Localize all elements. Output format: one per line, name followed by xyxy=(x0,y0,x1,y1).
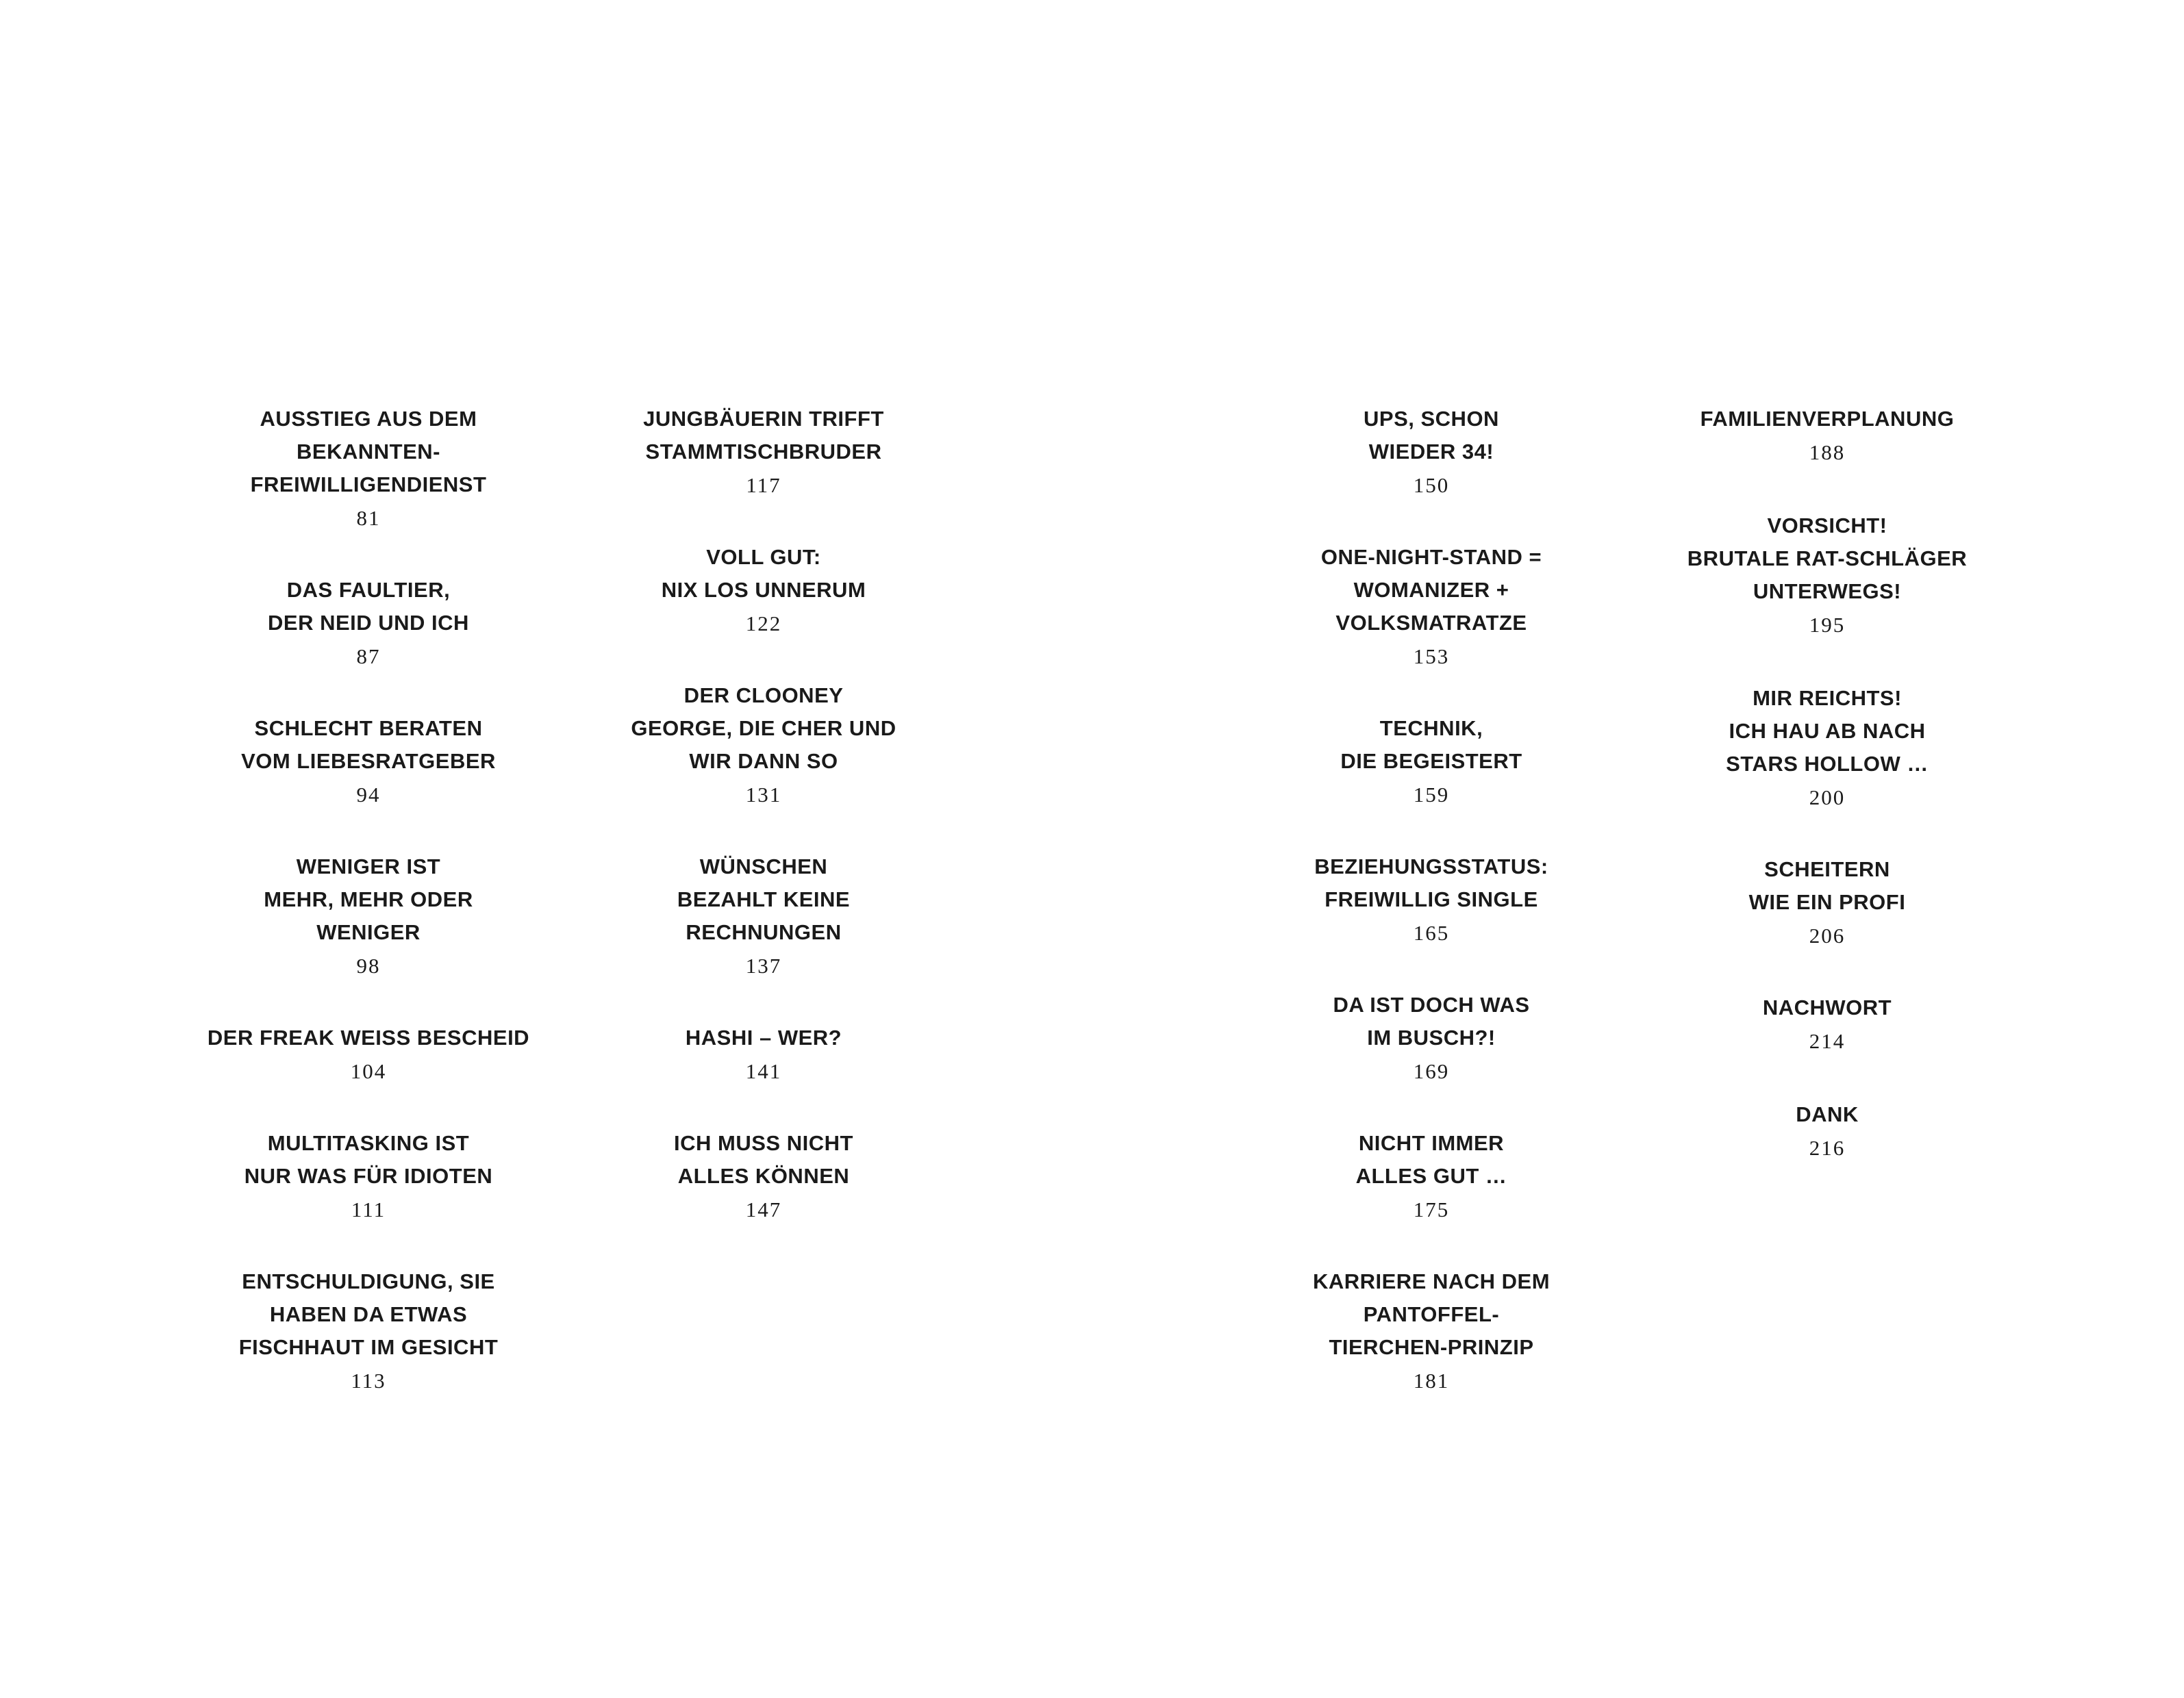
toc-entry-title-line: WIEDER 34! xyxy=(1368,440,1494,464)
toc-entry-title xyxy=(586,850,942,949)
toc-entry xyxy=(1649,853,2005,953)
toc-entry-title-line: SCHLECHT BERATEN xyxy=(254,716,483,740)
toc-entry-page-number: 94 xyxy=(356,783,381,807)
toc-entry-title-line: MIR REICHTS! xyxy=(1753,686,1902,710)
toc-entry-title-line: WENIGER xyxy=(316,920,421,944)
toc-entry-title xyxy=(1253,1127,1609,1193)
toc-entry-title-line: HASHI – WER? xyxy=(685,1026,842,1050)
toc-entry-page-number: 206 xyxy=(1809,924,1846,948)
toc-entry-title xyxy=(1649,682,2005,781)
toc-entry-title-line: MULTITASKING IST xyxy=(267,1131,470,1155)
toc-entry-title-line: FREIWILLIGENDIENST xyxy=(250,472,487,496)
toc-entry xyxy=(190,850,547,983)
toc-entry xyxy=(190,1022,547,1089)
toc-entry-page-number: 200 xyxy=(1809,785,1846,809)
toc-entry-page-number: 117 xyxy=(746,473,781,497)
toc-entry-page-number: 169 xyxy=(1413,1059,1450,1083)
toc-entry-title-line: IM BUSCH?! xyxy=(1367,1026,1496,1050)
toc-entry-title-line: FISCHHAUT IM GESICHT xyxy=(238,1335,499,1359)
toc-entry-title-line: WENIGER IST xyxy=(296,854,441,878)
toc-entry-title-line: MEHR, MEHR ODER xyxy=(264,887,473,911)
toc-entry-title xyxy=(1253,541,1609,639)
toc-entry xyxy=(190,712,547,812)
toc-entry-title xyxy=(190,574,547,639)
toc-entry-title-line: STARS HOLLOW … xyxy=(1726,752,1929,776)
toc-entry xyxy=(1253,1127,1609,1227)
toc-entry-page-number: 159 xyxy=(1413,783,1450,807)
toc-entry-title xyxy=(1253,712,1609,778)
toc-entry-page-number: 113 xyxy=(351,1369,386,1393)
toc-entry xyxy=(1253,850,1609,950)
toc-entry-title-line: DANK xyxy=(1796,1102,1859,1126)
toc-entry-title xyxy=(586,1022,942,1054)
toc-entry-title-line: WOMANIZER + xyxy=(1353,578,1509,602)
toc-entry-page-number: 81 xyxy=(356,506,381,530)
toc-entry-title xyxy=(1649,853,2005,919)
toc-entry-title-line: WÜNSCHEN xyxy=(699,854,828,878)
toc-entry-title xyxy=(1649,1098,2005,1131)
toc-entry-title-line: HABEN DA ETWAS xyxy=(269,1302,468,1326)
toc-entry xyxy=(586,850,942,983)
toc-entry xyxy=(586,1022,942,1089)
toc-entry-title xyxy=(586,1127,942,1193)
toc-entry-title-line: ONE-NIGHT-STAND = xyxy=(1320,545,1542,569)
toc-column-2 xyxy=(586,403,942,1227)
toc-entry xyxy=(586,679,942,812)
toc-entry-page-number: 216 xyxy=(1809,1136,1846,1160)
toc-entry-title-line: VOM LIEBESRATGEBER xyxy=(241,749,496,773)
toc-entry-page-number: 131 xyxy=(745,783,782,807)
toc-entry xyxy=(1253,712,1609,812)
toc-entry-title-line: ALLES GUT … xyxy=(1355,1164,1507,1188)
toc-entry-title xyxy=(190,1265,547,1364)
toc-entry-page-number: 153 xyxy=(1413,644,1450,668)
toc-entry-title-line: NACHWORT xyxy=(1762,996,1892,1019)
toc-entry-title-line: DER NEID UND ICH xyxy=(268,611,469,635)
toc-entry-title-line: BEKANNTEN- xyxy=(297,440,440,464)
toc-entry xyxy=(1253,541,1609,674)
toc-column-1 xyxy=(190,403,547,1398)
toc-entry-title-line: VOLL GUT: xyxy=(706,545,821,569)
toc-entry xyxy=(1649,682,2005,815)
toc-entry-title-line: ALLES KÖNNEN xyxy=(677,1164,850,1188)
toc-entry xyxy=(586,1127,942,1227)
toc-entry-page-number: 137 xyxy=(745,954,782,978)
toc-entry-title-line: UNTERWEGS! xyxy=(1753,579,1902,603)
toc-entry xyxy=(586,541,942,641)
toc-entry-title-line: FAMILIENVERPLANUNG xyxy=(1700,407,1955,431)
toc-entry-title-line: BEZAHLT KEINE xyxy=(677,887,851,911)
toc-entry-page-number: 150 xyxy=(1413,473,1450,497)
toc-entry-title-line: KARRIERE NACH DEM xyxy=(1312,1269,1551,1293)
toc-entry-title-line: ENTSCHULDIGUNG, SIE xyxy=(242,1269,495,1293)
toc-entry-title xyxy=(586,541,942,607)
toc-entry-page-number: 214 xyxy=(1809,1029,1846,1053)
toc-entry-title xyxy=(190,403,547,501)
toc-entry xyxy=(1253,403,1609,503)
toc-entry-page-number: 165 xyxy=(1413,921,1450,945)
toc-entry-title xyxy=(1253,989,1609,1054)
toc-entry-title-line: PANTOFFEL- xyxy=(1363,1302,1500,1326)
toc-entry xyxy=(1649,1098,2005,1165)
toc-entry xyxy=(190,1127,547,1227)
toc-entry xyxy=(1649,991,2005,1059)
toc-column-3 xyxy=(1253,403,1609,1398)
toc-entry xyxy=(1649,403,2005,470)
toc-entry-page-number: 98 xyxy=(356,954,381,978)
toc-entry-title-line: JUNGBÄUERIN TRIFFT xyxy=(643,407,884,431)
toc-entry-title xyxy=(586,403,942,468)
toc-entry-title-line: TECHNIK, xyxy=(1379,716,1483,740)
toc-entry xyxy=(190,403,547,535)
toc-entry-title-line: SCHEITERN xyxy=(1764,857,1890,881)
toc-entry-title-line: FREIWILLIG SINGLE xyxy=(1325,887,1538,911)
toc-entry-title xyxy=(190,712,547,778)
toc-entry xyxy=(586,403,942,503)
toc-entry-title xyxy=(1253,403,1609,468)
toc-entry-title xyxy=(586,679,942,778)
toc-entry-title xyxy=(1649,403,2005,435)
toc-entry-title-line: VORSICHT! xyxy=(1767,514,1887,537)
toc-entry xyxy=(1253,1265,1609,1398)
toc-entry-page-number: 147 xyxy=(745,1198,782,1221)
toc-entry xyxy=(1649,509,2005,642)
toc-entry-title-line: WIR DANN SO xyxy=(689,749,838,773)
toc-entry-title xyxy=(1253,1265,1609,1364)
toc-entry-page-number: 87 xyxy=(356,644,381,668)
toc-entry xyxy=(190,1265,547,1398)
toc-entry-page-number: 175 xyxy=(1413,1198,1450,1221)
toc-entry-title-line: UPS, SCHON xyxy=(1364,407,1499,431)
toc-entry-page-number: 111 xyxy=(351,1198,386,1221)
toc-entry-page-number: 104 xyxy=(350,1059,387,1083)
toc-entry-title-line: ICH HAU AB NACH xyxy=(1729,719,1926,743)
toc-entry-title-line: DIE BEGEISTERT xyxy=(1340,749,1522,773)
toc-entry-title-line: TIERCHEN-PRINZIP xyxy=(1329,1335,1534,1359)
toc-entry-title xyxy=(190,850,547,949)
toc-entry-page-number: 188 xyxy=(1809,440,1846,464)
toc-entry-title-line: STAMMTISCHBRUDER xyxy=(645,440,882,464)
toc-entry xyxy=(190,574,547,674)
toc-entry-title xyxy=(1253,850,1609,916)
toc-entry-title-line: WIE EIN PROFI xyxy=(1748,890,1906,914)
toc-entry-title-line: DAS FAULTIER, xyxy=(286,578,451,602)
toc-entry-title-line: NICHT IMMER xyxy=(1358,1131,1505,1155)
toc-entry-page-number: 181 xyxy=(1413,1369,1450,1393)
toc-entry-title xyxy=(1649,509,2005,608)
toc-entry-title-line: BEZIEHUNGSSTATUS: xyxy=(1314,854,1548,878)
toc-entry-page-number: 122 xyxy=(745,611,782,635)
toc-entry xyxy=(1253,989,1609,1089)
toc-entry-page-number: 141 xyxy=(745,1059,782,1083)
toc-entry-title xyxy=(190,1127,547,1193)
toc-entry-title-line: RECHNUNGEN xyxy=(686,920,842,944)
toc-column-4 xyxy=(1649,403,2005,1165)
toc-entry-title-line: VOLKSMATRATZE xyxy=(1335,611,1527,635)
toc-entry-title-line: NUR WAS FÜR IDIOTEN xyxy=(244,1164,493,1188)
toc-entry-title-line: NIX LOS UNNERUM xyxy=(661,578,866,602)
toc-entry-page-number: 195 xyxy=(1809,613,1846,637)
toc-entry-title-line: BRUTALE RAT-SCHLÄGER xyxy=(1687,546,1968,570)
toc-entry-title-line: DER FREAK WEISS BESCHEID xyxy=(207,1026,530,1050)
toc-entry-title xyxy=(1649,991,2005,1024)
toc-entry-title-line: ICH MUSS NICHT xyxy=(674,1131,853,1155)
toc-entry-title-line: DA IST DOCH WAS xyxy=(1333,993,1530,1017)
toc-entry-title xyxy=(190,1022,547,1054)
toc-entry-title-line: DER CLOONEY xyxy=(683,683,844,707)
toc-entry-title-line: GEORGE, DIE CHER UND xyxy=(631,716,896,740)
toc-entry-title-line: AUSSTIEG AUS DEM xyxy=(260,407,477,431)
